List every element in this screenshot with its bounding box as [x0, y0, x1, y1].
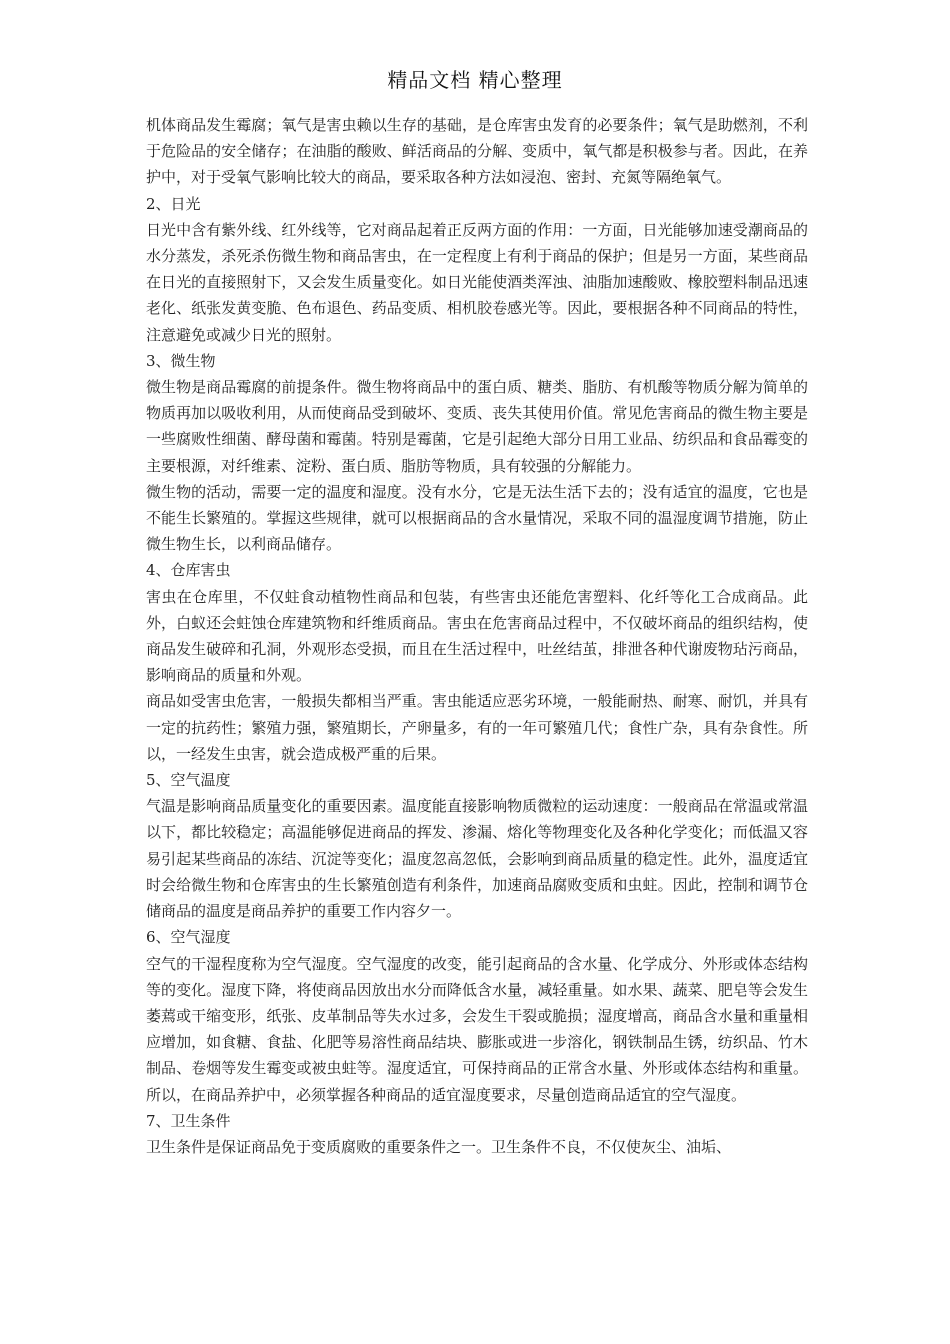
document-body [146, 112, 808, 1160]
paragraph-oxygen-continued: 机体商品发生霉腐；氧气是害虫赖以生存的基础，是仓库害虫发育的必要条件；氧气是助燃剂，不利于危险品的安全储存；在油脂的酸败、鲜活商品的分解、变质中，氧气都是积极参与者。因此，在养护中，对于受氧气影响比较大的商品，要采取各种方法如浸泡、密封、充氮等隔绝氧气。 [146, 116, 808, 187]
paragraph-sunlight: 日光中含有紫外线、红外线等，它对商品起着正反两方面的作用：一方面，日光能够加速受潮商品的水分蒸发，杀死杀伤微生物和商品害虫，在一定程度上有利于商品的保护；但是另一方面，某些商品在日光的直接照射下，又会发生质量变化。如日光能使酒类浑浊、油脂加速酸败、橡胶塑料制品迅速老化、纸张发黄变脆、色布退色、药品变质、相机胶卷感光等。因此，要根据各种不同商品的特性，注意避免或减少日光的照射。 [146, 220, 808, 344]
paragraph-sanitation: 卫生条件是保证商品免于变质腐败的重要条件之一。卫生条件不良，不仅使灰尘、油垢、 [146, 1137, 732, 1156]
paragraph-microorganisms-2: 微生物的活动，需要一定的温度和湿度。没有水分，它是无法生活下去的；没有适宜的温度，它也是不能生长繁殖的。掌握这些规律，就可以根据商品的含水量情况，采取不同的温湿度调节措施，防止微生物生长，以利商品储存。 [146, 482, 808, 554]
page-header-title: 精品文档 精心整理 [387, 68, 563, 92]
paragraph-warehouse-pests-1: 害虫在仓库里，不仅蛀食动植物性商品和包装，有些害虫还能危害塑料、化纤等化工合成商品。此外，白蚁还会蛀蚀仓库建筑物和纤维质商品。害虫在危害商品过程中，不仅破坏商品的组织结构，使商品发生破碎和孔洞，外观形态受损，而且在生活过程中，吐丝结茧，排泄各种代谢废物玷污商品，影响商品的质量和外观。 [146, 587, 808, 685]
section-heading-sunlight: 2、日光 [146, 194, 201, 213]
section-heading-sanitation: 7、卫生条件 [146, 1111, 231, 1130]
paragraph-air-temperature: 气温是影响商品质量变化的重要因素。温度能直接影响物质微粒的运动速度：一般商品在常温或常温以下，都比较稳定；高温能够促进商品的挥发、渗漏、熔化等物理变化及各种化学变化；而低温又容易引起某些商品的冻结、沉淀等变化；温度忽高忽低，会影响到商品质量的稳定性。此外，温度适宜时会给微生物和仓库害虫的生长繁殖创造有利条件，加速商品腐败变质和虫蛀。因此，控制和调节仓储商品的温度是商品养护的重要工作内容夕一。 [146, 797, 808, 921]
section-heading-microorganisms: 3、微生物 [146, 351, 216, 370]
paragraph-air-humidity: 空气的干湿程度称为空气湿度。空气湿度的改变，能引起商品的含水量、化学成分、外形或体态结构等的变化。湿度下降，将使商品因放出水分而降低含水量，减轻重量。如水果、蔬菜、肥皂等会发生萎蔫或干缩变形，纸张、皮革制品等失水过多，会发生干裂或脆损；湿度增高，商品含水量和重量相应增加，如食糖、食盐、化肥等易溶性商品结块、膨胀或进一步溶化，钢铁制品生锈，纺织品、竹木制品、卷烟等发生霉变或被虫蛀等。湿度适宜，可保持商品的正常含水量、外形或体态结构和重量。所以，在商品养护中，必须掌握各种商品的适宜湿度要求，尽量创造商品适宜的空气湿度。 [146, 954, 808, 1104]
paragraph-warehouse-pests-2: 商品如受害虫危害，一般损失都相当严重。害虫能适应恶劣环境，一般能耐热、耐寒、耐饥，并具有一定的抗药性；繁殖力强，繁殖期长，产卵量多，有的一年可繁殖几代；食性广杂，具有杂食性。所以，一经发生虫害，就会造成极严重的后果。 [146, 692, 808, 763]
section-heading-air-temperature: 5、空气温度 [146, 771, 231, 790]
paragraph-microorganisms-1: 微生物是商品霉腐的前提条件。微生物将商品中的蛋白质、糖类、脂肪、有机酸等物质分解为简单的物质再加以吸收利用，从而使商品受到破坏、变质、丧失其使用价值。常见危害商品的微生物主要是一些腐败性细菌、酵母菌和霉菌。特别是霉菌，它是引起绝大部分日用工业品、纺织品和食品霉变的主要根源，对纤维素、淀粉、蛋白质、脂肪等物质，具有较强的分解能力。 [146, 378, 808, 475]
section-heading-air-humidity: 6、空气湿度 [146, 928, 231, 947]
section-heading-warehouse-pests: 4、仓库害虫 [146, 561, 231, 580]
